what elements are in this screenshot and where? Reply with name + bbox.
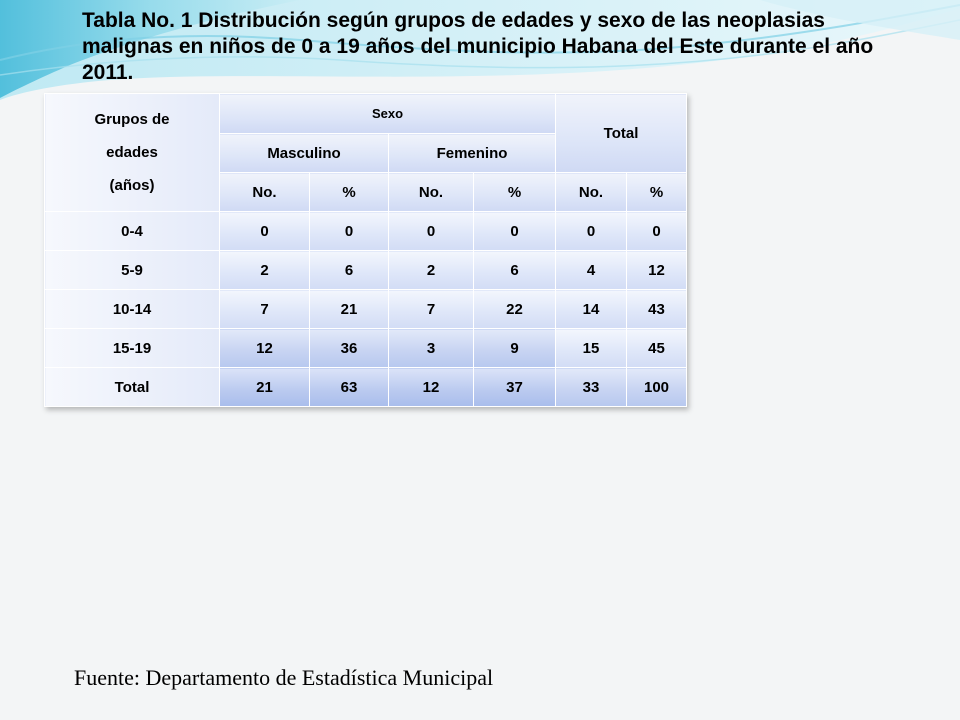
female-count-cell: 0	[389, 212, 474, 251]
total-percent-cell: 0	[627, 212, 687, 251]
total-count-header: No.	[556, 173, 627, 212]
total-count-cell: 4	[556, 251, 627, 290]
female-header: Femenino	[389, 134, 556, 173]
female-percent-cell: 6	[474, 251, 556, 290]
male-count-header: No.	[220, 173, 310, 212]
male-count-total: 21	[220, 368, 310, 407]
male-header: Masculino	[220, 134, 389, 173]
female-count-header: No.	[389, 173, 474, 212]
total-percent-cell: 43	[627, 290, 687, 329]
female-count-total: 12	[389, 368, 474, 407]
source-note: Fuente: Departamento de Estadística Municipal	[74, 665, 494, 690]
age-group-header-line-3: (años)	[109, 177, 155, 194]
total-row-label: Total	[45, 368, 220, 407]
age-group-cell: 10-14	[45, 290, 220, 329]
male-percent-cell: 6	[310, 251, 389, 290]
male-percent-cell: 0	[310, 212, 389, 251]
age-group-cell: 5-9	[45, 251, 220, 290]
male-count-cell: 2	[220, 251, 310, 290]
female-percent-header: %	[474, 173, 556, 212]
total-percent-total: 100	[627, 368, 687, 407]
female-percent-total: 37	[474, 368, 556, 407]
sex-header: Sexo	[220, 94, 556, 134]
total-percent-header: %	[627, 173, 687, 212]
table-row	[45, 329, 687, 368]
table-row	[45, 251, 687, 290]
total-percent-cell: 12	[627, 251, 687, 290]
header-row-1	[45, 94, 687, 134]
female-percent-cell: 9	[474, 329, 556, 368]
male-percent-header: %	[310, 173, 389, 212]
total-count-total: 33	[556, 368, 627, 407]
neoplasms-table	[44, 93, 687, 407]
female-percent-cell: 0	[474, 212, 556, 251]
male-count-cell: 12	[220, 329, 310, 368]
age-group-header-line-2: edades	[106, 144, 158, 161]
male-count-cell: 7	[220, 290, 310, 329]
female-count-cell: 3	[389, 329, 474, 368]
age-group-cell: 15-19	[45, 329, 220, 368]
female-count-cell: 7	[389, 290, 474, 329]
male-count-cell: 0	[220, 212, 310, 251]
total-percent-cell: 45	[627, 329, 687, 368]
age-group-header-line-1: Grupos de	[94, 111, 170, 128]
female-percent-cell: 22	[474, 290, 556, 329]
male-percent-total: 63	[310, 368, 389, 407]
male-percent-cell: 21	[310, 290, 389, 329]
total-count-cell: 14	[556, 290, 627, 329]
female-count-cell: 2	[389, 251, 474, 290]
total-row	[45, 368, 687, 407]
table-title: Tabla No. 1 Distribución según grupos de edades y sexo de las neoplasias malignas en niños de 0 a 19 años del municipio Habana del Este durante el año 2011.	[82, 9, 874, 84]
male-percent-cell: 36	[310, 329, 389, 368]
table-row	[45, 212, 687, 251]
total-count-cell: 0	[556, 212, 627, 251]
age-group-header	[45, 94, 220, 212]
total-header: Total	[556, 94, 687, 173]
table-row	[45, 290, 687, 329]
age-group-cell: 0-4	[45, 212, 220, 251]
total-count-cell: 15	[556, 329, 627, 368]
